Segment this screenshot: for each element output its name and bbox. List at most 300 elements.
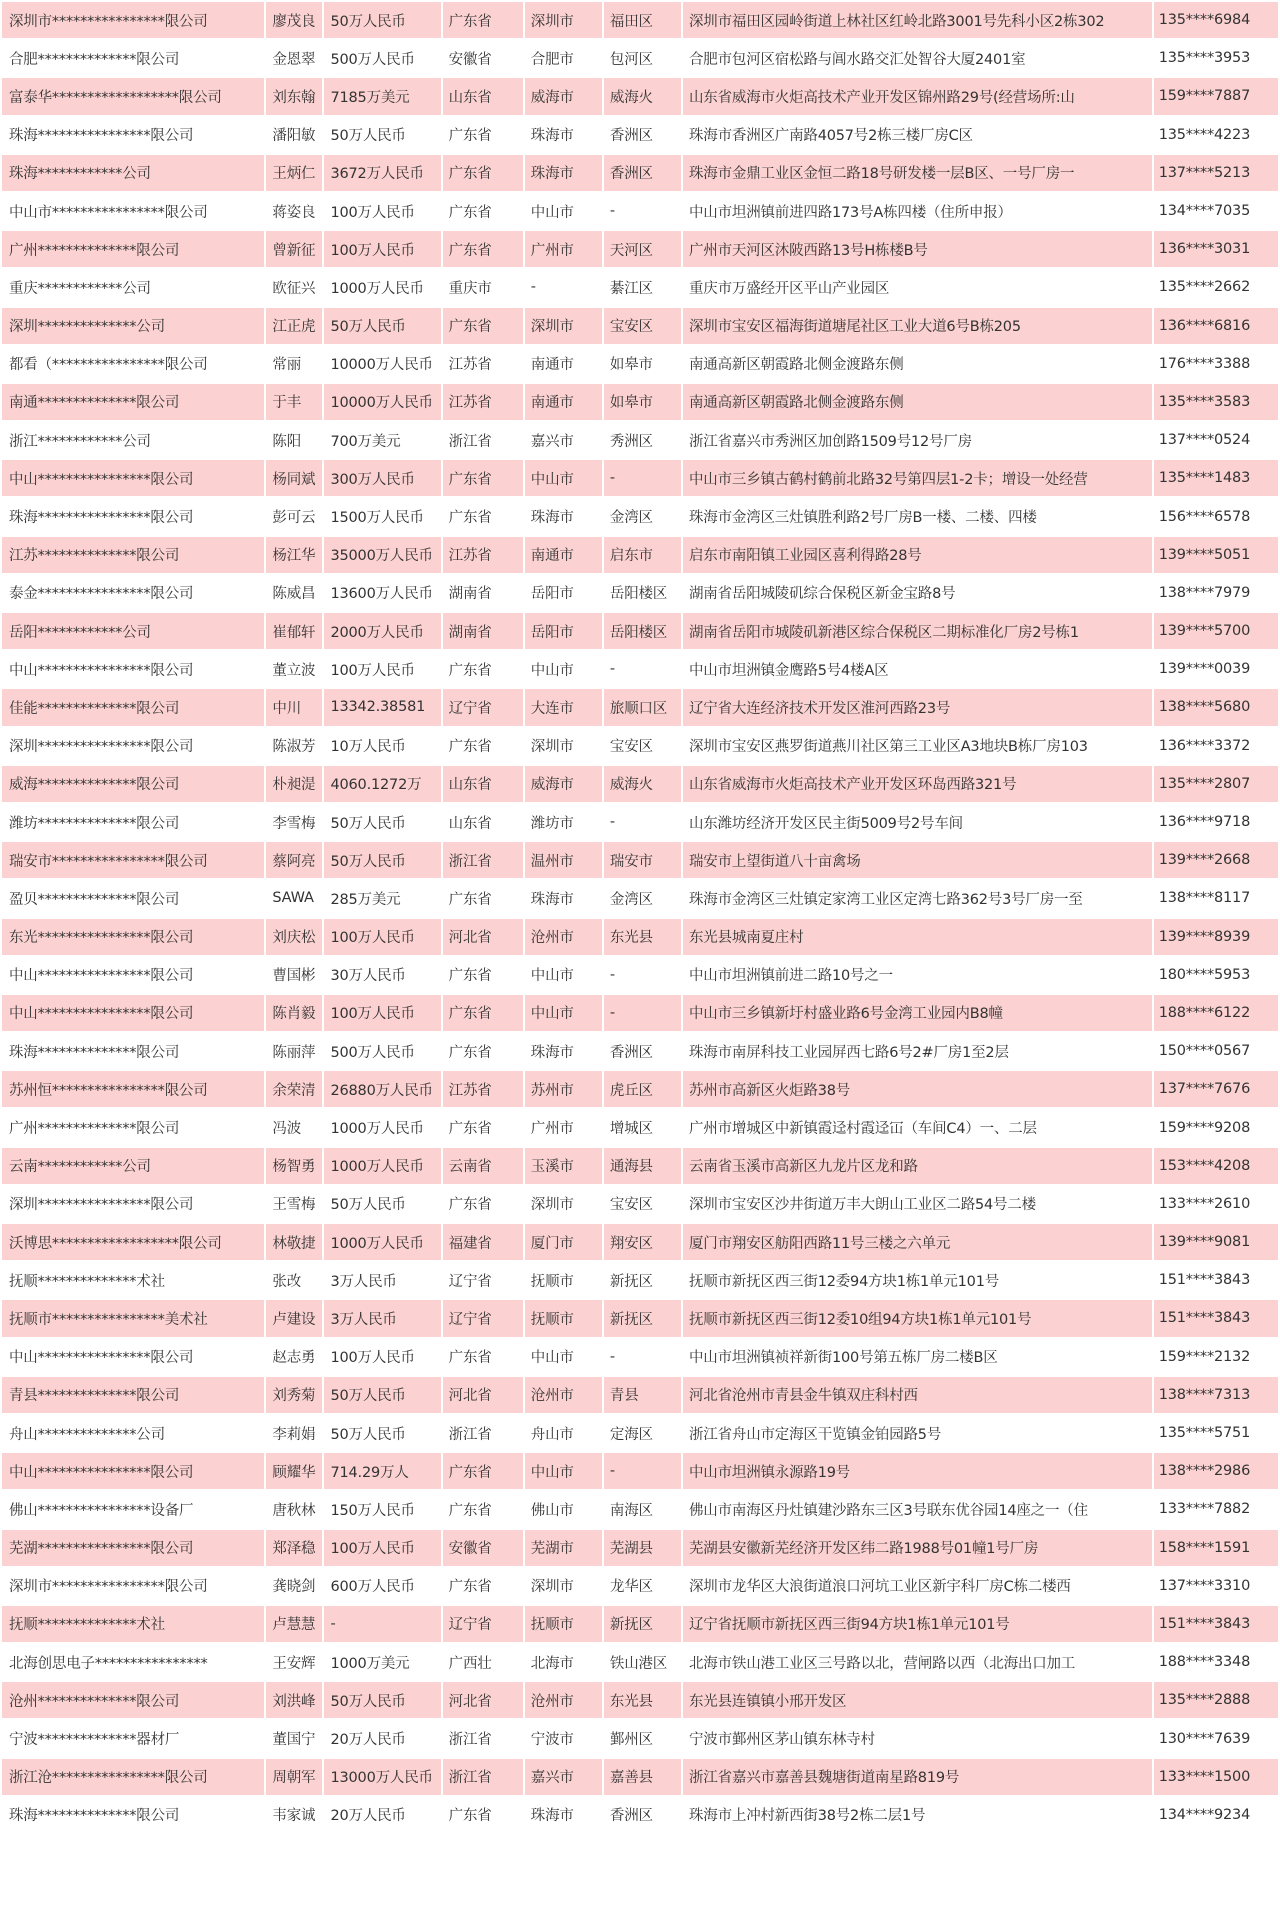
company-name-cell: 盈贝**************限公司: [2, 880, 264, 916]
province-cell: 广东省: [443, 1491, 523, 1527]
legal-person-cell: 王炳仁: [266, 155, 322, 191]
table-row: [2, 1530, 1278, 1566]
province-cell: 广东省: [443, 1186, 523, 1222]
table-row: [2, 1262, 1278, 1298]
district-cell: 新抚区: [604, 1606, 681, 1642]
table-row: [2, 1148, 1278, 1184]
city-cell: 温州市: [525, 842, 602, 878]
table-row: [2, 117, 1278, 153]
company-name-cell: 泰金****************限公司: [2, 575, 264, 611]
province-cell: 江苏省: [443, 346, 523, 382]
phone-cell: 138****5680: [1154, 689, 1278, 725]
district-cell: 定海区: [604, 1415, 681, 1451]
city-cell: 广州市: [525, 1109, 602, 1145]
district-cell: 香洲区: [604, 1797, 681, 1833]
legal-person-cell: 林敬捷: [266, 1224, 322, 1260]
company-name-cell: 中山****************限公司: [2, 1339, 264, 1375]
registered-capital-cell: 20万人民币: [324, 1797, 440, 1833]
table-row: [2, 231, 1278, 267]
company-name-cell: 中山****************限公司: [2, 957, 264, 993]
city-cell: 沧州市: [525, 1377, 602, 1413]
province-cell: 湖南省: [443, 613, 523, 649]
address-cell: 东光县城南夏庄村: [683, 919, 1152, 955]
table-row: [2, 346, 1278, 382]
registered-capital-cell: 50万人民币: [324, 804, 440, 840]
city-cell: 嘉兴市: [525, 1759, 602, 1795]
province-cell: 福建省: [443, 1224, 523, 1260]
district-cell: 秀洲区: [604, 422, 681, 458]
registered-capital-cell: 50万人民币: [324, 1377, 440, 1413]
legal-person-cell: 刘东翰: [266, 78, 322, 114]
city-cell: 中山市: [525, 193, 602, 229]
province-cell: 广东省: [443, 995, 523, 1031]
registered-capital-cell: 285万美元: [324, 880, 440, 916]
province-cell: 辽宁省: [443, 689, 523, 725]
district-cell: 如皋市: [604, 384, 681, 420]
company-name-cell: 珠海****************限公司: [2, 117, 264, 153]
city-cell: 岳阳市: [525, 575, 602, 611]
table-row: [2, 1300, 1278, 1336]
company-name-cell: 富泰华******************限公司: [2, 78, 264, 114]
registered-capital-cell: 600万人民币: [324, 1568, 440, 1604]
city-cell: 沧州市: [525, 919, 602, 955]
district-cell: 东光县: [604, 919, 681, 955]
company-name-cell: 云南************公司: [2, 1148, 264, 1184]
phone-cell: 136****9718: [1154, 804, 1278, 840]
registered-capital-cell: 100万人民币: [324, 995, 440, 1031]
province-cell: 山东省: [443, 804, 523, 840]
phone-cell: 135****1483: [1154, 460, 1278, 496]
phone-cell: 159****2132: [1154, 1339, 1278, 1375]
city-cell: 珠海市: [525, 1797, 602, 1833]
legal-person-cell: 陈威昌: [266, 575, 322, 611]
company-name-cell: 深圳**************公司: [2, 308, 264, 344]
phone-cell: 133****7882: [1154, 1491, 1278, 1527]
phone-cell: 137****7676: [1154, 1071, 1278, 1107]
legal-person-cell: 陈淑芳: [266, 728, 322, 764]
table-row: [2, 1186, 1278, 1222]
table-row: [2, 1339, 1278, 1375]
registered-capital-cell: 3万人民币: [324, 1262, 440, 1298]
address-cell: 湖南省岳阳城陵矶综合保税区新金宝路8号: [683, 575, 1152, 611]
address-cell: 山东省威海市火炬高技术产业开发区锦州路29号(经营场所:山: [683, 78, 1152, 114]
district-cell: 虎丘区: [604, 1071, 681, 1107]
legal-person-cell: 杨江华: [266, 537, 322, 573]
district-cell: 天河区: [604, 231, 681, 267]
table-row: [2, 1606, 1278, 1642]
company-name-cell: 抚顺市****************美术社: [2, 1300, 264, 1336]
table-row: [2, 880, 1278, 916]
legal-person-cell: 杨智勇: [266, 1148, 322, 1184]
address-cell: 启东市南阳镇工业园区喜利得路28号: [683, 537, 1152, 573]
district-cell: 芜湖县: [604, 1530, 681, 1566]
registered-capital-cell: 1000万人民币: [324, 1109, 440, 1145]
district-cell: 福田区: [604, 2, 681, 38]
registered-capital-cell: 150万人民币: [324, 1491, 440, 1527]
company-name-cell: 广州**************限公司: [2, 231, 264, 267]
province-cell: 江苏省: [443, 1071, 523, 1107]
registered-capital-cell: 2000万人民币: [324, 613, 440, 649]
table-row: [2, 1644, 1278, 1680]
registered-capital-cell: 300万人民币: [324, 460, 440, 496]
address-cell: 厦门市翔安区舫阳西路11号三楼之六单元: [683, 1224, 1152, 1260]
address-cell: 抚顺市新抚区西三街12委94方块1栋1单元101号: [683, 1262, 1152, 1298]
address-cell: 瑞安市上望街道八十亩禽场: [683, 842, 1152, 878]
legal-person-cell: 韦家诚: [266, 1797, 322, 1833]
table-row: [2, 1568, 1278, 1604]
phone-cell: 139****5051: [1154, 537, 1278, 573]
legal-person-cell: 蒋姿良: [266, 193, 322, 229]
city-cell: 深圳市: [525, 728, 602, 764]
registered-capital-cell: 4060.1272万: [324, 766, 440, 802]
phone-cell: 136****3372: [1154, 728, 1278, 764]
table-row: [2, 155, 1278, 191]
city-cell: 芜湖市: [525, 1530, 602, 1566]
phone-cell: 151****3843: [1154, 1606, 1278, 1642]
phone-cell: 135****5751: [1154, 1415, 1278, 1451]
company-name-cell: 浙江************公司: [2, 422, 264, 458]
province-cell: 湖南省: [443, 575, 523, 611]
city-cell: 中山市: [525, 957, 602, 993]
registered-capital-cell: 500万人民币: [324, 1033, 440, 1069]
registered-capital-cell: 50万人民币: [324, 308, 440, 344]
legal-person-cell: 周朝军: [266, 1759, 322, 1795]
legal-person-cell: 唐秋林: [266, 1491, 322, 1527]
table-row: [2, 78, 1278, 114]
district-cell: 宝安区: [604, 308, 681, 344]
registered-capital-cell: 1000万人民币: [324, 269, 440, 305]
legal-person-cell: 彭可云: [266, 498, 322, 534]
province-cell: 浙江省: [443, 842, 523, 878]
district-cell: -: [604, 957, 681, 993]
phone-cell: 133****1500: [1154, 1759, 1278, 1795]
legal-person-cell: 卢慧慧: [266, 1606, 322, 1642]
province-cell: 河北省: [443, 1682, 523, 1718]
table-row: [2, 1759, 1278, 1795]
address-cell: 南通高新区朝霞路北侧金渡路东侧: [683, 346, 1152, 382]
phone-cell: 134****9234: [1154, 1797, 1278, 1833]
registered-capital-cell: 3万人民币: [324, 1300, 440, 1336]
company-name-cell: 青县**************限公司: [2, 1377, 264, 1413]
city-cell: 苏州市: [525, 1071, 602, 1107]
address-cell: 宁波市鄞州区茅山镇东林寺村: [683, 1720, 1152, 1756]
province-cell: 广东省: [443, 155, 523, 191]
legal-person-cell: 廖茂良: [266, 2, 322, 38]
company-name-cell: 合肥**************限公司: [2, 40, 264, 76]
district-cell: 旅顺口区: [604, 689, 681, 725]
city-cell: 珠海市: [525, 498, 602, 534]
district-cell: -: [604, 995, 681, 1031]
registered-capital-cell: 50万人民币: [324, 1415, 440, 1451]
legal-person-cell: 陈丽萍: [266, 1033, 322, 1069]
legal-person-cell: 崔郁轩: [266, 613, 322, 649]
address-cell: 云南省玉溪市高新区九龙片区龙和路: [683, 1148, 1152, 1184]
district-cell: -: [604, 804, 681, 840]
city-cell: -: [525, 269, 602, 305]
province-cell: 安徽省: [443, 1530, 523, 1566]
address-cell: 南通高新区朝霞路北侧金渡路东侧: [683, 384, 1152, 420]
registered-capital-cell: 10000万人民币: [324, 346, 440, 382]
address-cell: 深圳市龙华区大浪街道浪口河坑工业区新宇科厂房C栋二楼西: [683, 1568, 1152, 1604]
company-name-cell: 深圳市****************限公司: [2, 1568, 264, 1604]
city-cell: 广州市: [525, 231, 602, 267]
address-cell: 广州市增城区中新镇霞迳村霞迳冚（车间C4）一、二层: [683, 1109, 1152, 1145]
province-cell: 江苏省: [443, 384, 523, 420]
table-row: [2, 40, 1278, 76]
legal-person-cell: 曹国彬: [266, 957, 322, 993]
phone-cell: 159****7887: [1154, 78, 1278, 114]
city-cell: 中山市: [525, 1453, 602, 1489]
district-cell: 东光县: [604, 1682, 681, 1718]
district-cell: -: [604, 1339, 681, 1375]
legal-person-cell: 潘阳敏: [266, 117, 322, 153]
province-cell: 广东省: [443, 231, 523, 267]
registered-capital-cell: 13000万人民币: [324, 1759, 440, 1795]
legal-person-cell: SAWA: [266, 880, 322, 916]
phone-cell: 137****3310: [1154, 1568, 1278, 1604]
address-cell: 广州市天河区沐陂西路13号H栋楼B号: [683, 231, 1152, 267]
district-cell: 金湾区: [604, 880, 681, 916]
registered-capital-cell: -: [324, 1606, 440, 1642]
registered-capital-cell: 3672万人民币: [324, 155, 440, 191]
phone-cell: 135****3583: [1154, 384, 1278, 420]
phone-cell: 135****3953: [1154, 40, 1278, 76]
address-cell: 合肥市包河区宿松路与阊水路交汇处智谷大厦2401室: [683, 40, 1152, 76]
address-cell: 浙江省嘉兴市嘉善县魏塘街道南星路819号: [683, 1759, 1152, 1795]
phone-cell: 133****2610: [1154, 1186, 1278, 1222]
province-cell: 广东省: [443, 460, 523, 496]
city-cell: 舟山市: [525, 1415, 602, 1451]
registered-capital-cell: 7185万美元: [324, 78, 440, 114]
province-cell: 辽宁省: [443, 1300, 523, 1336]
city-cell: 威海市: [525, 766, 602, 802]
company-name-cell: 瑞安市****************限公司: [2, 842, 264, 878]
company-name-cell: 中山****************限公司: [2, 995, 264, 1031]
city-cell: 珠海市: [525, 1033, 602, 1069]
phone-cell: 176****3388: [1154, 346, 1278, 382]
address-cell: 深圳市宝安区沙井街道万丰大朗山工业区二路54号二楼: [683, 1186, 1152, 1222]
legal-person-cell: 刘洪峰: [266, 1682, 322, 1718]
address-cell: 抚顺市新抚区西三街12委10组94方块1栋1单元101号: [683, 1300, 1152, 1336]
company-name-cell: 广州**************限公司: [2, 1109, 264, 1145]
company-name-cell: 浙江沧****************限公司: [2, 1759, 264, 1795]
city-cell: 沧州市: [525, 1682, 602, 1718]
registered-capital-cell: 10万人民币: [324, 728, 440, 764]
city-cell: 大连市: [525, 689, 602, 725]
city-cell: 岳阳市: [525, 613, 602, 649]
legal-person-cell: 王安辉: [266, 1644, 322, 1680]
province-cell: 广东省: [443, 1339, 523, 1375]
table-row: [2, 269, 1278, 305]
legal-person-cell: 余荣清: [266, 1071, 322, 1107]
address-cell: 芜湖县安徽新芜经济开发区纬二路1988号01幢1号厂房: [683, 1530, 1152, 1566]
address-cell: 珠海市上冲村新西街38号2栋二层1号: [683, 1797, 1152, 1833]
district-cell: 金湾区: [604, 498, 681, 534]
city-cell: 深圳市: [525, 2, 602, 38]
table-row: [2, 919, 1278, 955]
address-cell: 中山市三乡镇新圩村盛业路6号金湾工业园内B8幢: [683, 995, 1152, 1031]
address-cell: 浙江省舟山市定海区干览镇金铂园路5号: [683, 1415, 1152, 1451]
province-cell: 浙江省: [443, 1759, 523, 1795]
phone-cell: 180****5953: [1154, 957, 1278, 993]
phone-cell: 137****0524: [1154, 422, 1278, 458]
district-cell: 香洲区: [604, 155, 681, 191]
city-cell: 中山市: [525, 460, 602, 496]
district-cell: 如皋市: [604, 346, 681, 382]
city-cell: 嘉兴市: [525, 422, 602, 458]
phone-cell: 137****5213: [1154, 155, 1278, 191]
address-cell: 中山市坦洲镇前进四路173号A栋四楼（住所申报）: [683, 193, 1152, 229]
legal-person-cell: 李雪梅: [266, 804, 322, 840]
table-row: [2, 804, 1278, 840]
district-cell: 綦江区: [604, 269, 681, 305]
city-cell: 南通市: [525, 537, 602, 573]
table-row: [2, 193, 1278, 229]
legal-person-cell: 于丰: [266, 384, 322, 420]
district-cell: 威海火: [604, 78, 681, 114]
company-name-cell: 抚顺**************术社: [2, 1606, 264, 1642]
table-row: [2, 651, 1278, 687]
city-cell: 合肥市: [525, 40, 602, 76]
district-cell: 嘉善县: [604, 1759, 681, 1795]
district-cell: 香洲区: [604, 117, 681, 153]
legal-person-cell: 曾新征: [266, 231, 322, 267]
registered-capital-cell: 50万人民币: [324, 1682, 440, 1718]
table-row: [2, 613, 1278, 649]
table-body: [2, 2, 1278, 1833]
registered-capital-cell: 100万人民币: [324, 1530, 440, 1566]
phone-cell: 151****3843: [1154, 1262, 1278, 1298]
registered-capital-cell: 13600万人民币: [324, 575, 440, 611]
province-cell: 重庆市: [443, 269, 523, 305]
province-cell: 浙江省: [443, 1720, 523, 1756]
district-cell: -: [604, 460, 681, 496]
table-row: [2, 957, 1278, 993]
district-cell: 包河区: [604, 40, 681, 76]
legal-person-cell: 朴昶湜: [266, 766, 322, 802]
table-row: [2, 1682, 1278, 1718]
province-cell: 广东省: [443, 1109, 523, 1145]
district-cell: -: [604, 1453, 681, 1489]
phone-cell: 150****0567: [1154, 1033, 1278, 1069]
city-cell: 抚顺市: [525, 1300, 602, 1336]
province-cell: 广东省: [443, 1453, 523, 1489]
district-cell: 启东市: [604, 537, 681, 573]
province-cell: 广东省: [443, 880, 523, 916]
district-cell: 翔安区: [604, 1224, 681, 1260]
phone-cell: 130****7639: [1154, 1720, 1278, 1756]
phone-cell: 139****2668: [1154, 842, 1278, 878]
table-row: [2, 1491, 1278, 1527]
table-row: [2, 1033, 1278, 1069]
legal-person-cell: 江正虎: [266, 308, 322, 344]
address-cell: 苏州市高新区火炬路38号: [683, 1071, 1152, 1107]
legal-person-cell: 冯波: [266, 1109, 322, 1145]
registered-capital-cell: 100万人民币: [324, 1339, 440, 1375]
address-cell: 中山市坦洲镇祯祥新街100号第五栋厂房二楼B区: [683, 1339, 1152, 1375]
province-cell: 广东省: [443, 498, 523, 534]
province-cell: 山东省: [443, 78, 523, 114]
table-row: [2, 1377, 1278, 1413]
company-name-cell: 重庆************公司: [2, 269, 264, 305]
city-cell: 宁波市: [525, 1720, 602, 1756]
province-cell: 广东省: [443, 193, 523, 229]
district-cell: 鄞州区: [604, 1720, 681, 1756]
address-cell: 珠海市金湾区三灶镇胜利路2号厂房B一楼、二楼、四楼: [683, 498, 1152, 534]
registered-capital-cell: 100万人民币: [324, 919, 440, 955]
province-cell: 广西壮: [443, 1644, 523, 1680]
legal-person-cell: 董立波: [266, 651, 322, 687]
district-cell: -: [604, 651, 681, 687]
table-row: [2, 308, 1278, 344]
district-cell: 宝安区: [604, 1186, 681, 1222]
city-cell: 抚顺市: [525, 1262, 602, 1298]
district-cell: 青县: [604, 1377, 681, 1413]
legal-person-cell: 卢建设: [266, 1300, 322, 1336]
table-row: [2, 1720, 1278, 1756]
province-cell: 广东省: [443, 308, 523, 344]
legal-person-cell: 王雪梅: [266, 1186, 322, 1222]
legal-person-cell: 张改: [266, 1262, 322, 1298]
company-name-cell: 舟山**************公司: [2, 1415, 264, 1451]
address-cell: 中山市坦洲镇前进二路10号之一: [683, 957, 1152, 993]
phone-cell: 139****9081: [1154, 1224, 1278, 1260]
city-cell: 中山市: [525, 995, 602, 1031]
province-cell: 河北省: [443, 1377, 523, 1413]
company-name-cell: 潍坊**************限公司: [2, 804, 264, 840]
address-cell: 深圳市宝安区福海街道塘尾社区工业大道6号B栋205: [683, 308, 1152, 344]
phone-cell: 139****0039: [1154, 651, 1278, 687]
address-cell: 深圳市宝安区燕罗街道燕川社区第三工业区A3地块B栋厂房103: [683, 728, 1152, 764]
registered-capital-cell: 10000万人民币: [324, 384, 440, 420]
district-cell: 岳阳楼区: [604, 575, 681, 611]
province-cell: 广东省: [443, 728, 523, 764]
table-row: [2, 1415, 1278, 1451]
phone-cell: 138****7313: [1154, 1377, 1278, 1413]
phone-cell: 138****2986: [1154, 1453, 1278, 1489]
phone-cell: 188****6122: [1154, 995, 1278, 1031]
legal-person-cell: 郑泽稳: [266, 1530, 322, 1566]
registered-capital-cell: 30万人民币: [324, 957, 440, 993]
registered-capital-cell: 26880万人民币: [324, 1071, 440, 1107]
phone-cell: 138****8117: [1154, 880, 1278, 916]
table-row: [2, 728, 1278, 764]
table-row: [2, 422, 1278, 458]
legal-person-cell: 中川: [266, 689, 322, 725]
legal-person-cell: 龚晓剑: [266, 1568, 322, 1604]
legal-person-cell: 常丽: [266, 346, 322, 382]
phone-cell: 135****2662: [1154, 269, 1278, 305]
registered-capital-cell: 50万人民币: [324, 117, 440, 153]
legal-person-cell: 欧征兴: [266, 269, 322, 305]
company-name-cell: 珠海**************限公司: [2, 1033, 264, 1069]
company-name-cell: 东光****************限公司: [2, 919, 264, 955]
city-cell: 厦门市: [525, 1224, 602, 1260]
province-cell: 安徽省: [443, 40, 523, 76]
city-cell: 中山市: [525, 651, 602, 687]
table-row: [2, 1797, 1278, 1833]
address-cell: 中山市三乡镇古鹤村鹤前北路32号第四层1-2卡；增设一处经营: [683, 460, 1152, 496]
city-cell: 玉溪市: [525, 1148, 602, 1184]
city-cell: 佛山市: [525, 1491, 602, 1527]
province-cell: 辽宁省: [443, 1262, 523, 1298]
phone-cell: 135****2807: [1154, 766, 1278, 802]
address-cell: 深圳市福田区园岭街道上林社区红岭北路3001号先科小区2栋302: [683, 2, 1152, 38]
company-name-cell: 深圳市****************限公司: [2, 2, 264, 38]
phone-cell: 188****3348: [1154, 1644, 1278, 1680]
district-cell: -: [604, 193, 681, 229]
city-cell: 深圳市: [525, 1186, 602, 1222]
